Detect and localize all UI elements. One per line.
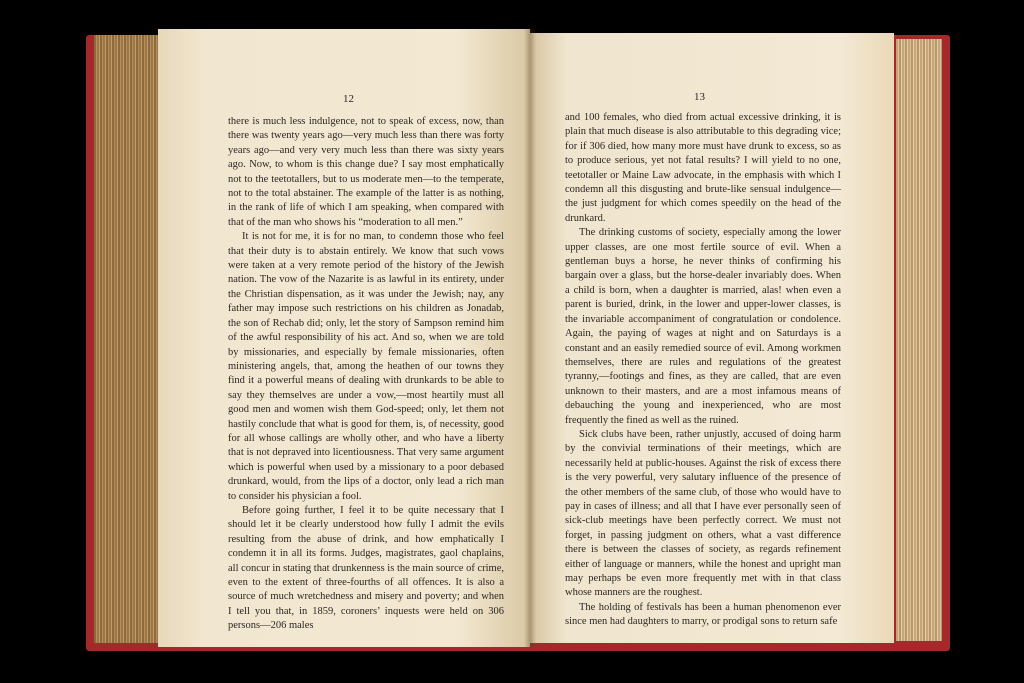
right-page-text <box>565 111 841 630</box>
right-paragraph-4: The holding of festivals has been a human phenomenon ever since men had daughters to marry, or prodigal sons to return safe <box>565 601 841 628</box>
left-page-text <box>228 115 504 634</box>
right-page-edges <box>896 39 942 641</box>
left-page <box>158 29 530 647</box>
open-book <box>86 29 950 651</box>
left-paragraph-3: Before going further, I feel it to be quite necessary that I should let it be clearly understood how fully I admit the evils resulting from the abuse of drink, and how emphatically I condemn it in all its forms. Judges, magistrates, gaol chaplains, all concur in stating that drunkenness is the main source of crime, even to the extent of three-fourths of all offences. It is also a source of much wretchedness and misery and poverty; and when I tell you that, in 1859, coroners’ inquests were held on 306 persons—206 males <box>228 504 504 632</box>
left-page-number: 12 <box>343 93 354 105</box>
book-gutter <box>524 29 536 647</box>
right-paragraph-3: Sick clubs have been, rather unjustly, accused of doing harm by the convivial terminations of their meetings, which are necessarily held at public-houses. Against the risk of excess there is the very powerful, very salutary influence of the presence of the other members of the same club, of those who would have to pay in cases of illness; and all that I have ever personally seen of sick-club meetings have been perfectly correct. We must not forget, in passing judgment on others, what a vast difference there is between the classes of society, as regards refinement either of language or manners, while the honest and upright man may perhaps be even more frequently met with in that class whose manners are the roughest. <box>565 428 841 599</box>
left-paragraph-2: It is not for me, it is for no man, to condemn those who feel that their duty is to abstain entirely. We know that such vows were taken at a very remote period of the history of the Jewish nation. The vow of the Nazarite is as lawful in its entirety, under the Christian dispensation, as it was under the Jewish; nay, any father may impose such restrictions on his children as Jonadab, the son of Rechab did; only, let the story of Sampson remind him of the awful responsibility of his act. And so, when we are told by missionaries, and especially by female missionaries, often ministering angels, that, among the heathen of our towns they find it a powerful means of dealing with drunkards to be able to say they themselves are under a vow,—most heartily must all good men and women wish them God-speed; only, let them not hastily conclude that what is good for them, is, of necessity, good for all whose callings are wholly other, and who have a liberty that is not depraved into licentiousness. That very same argument which is powerful when used by a missionary to a poor debased drunkard, would, from the lips of a doctor, only lead a rich man to consider his physician a fool. <box>228 231 504 502</box>
right-paragraph-1: and 100 females, who died from actual excessive drinking, it is plain that much disease is also attributable to this degrading vice; for if 306 died, how many more must have drunk to excess, so as to produce serious, yet not fatal results? I will yield to no one, teetotaller or Maine Law advocate, in the emphasis with which I condemn all this disgusting and brute-like sensual indulgence—the just judgment for which comes speedily on the head of the drunkard. <box>565 112 841 224</box>
left-paragraph-1: there is much less indulgence, not to speak of excess, now, than there was twenty years ago—very much less than there was forty years ago—and very very much less than there was sixty years ago. Now, to whom is this change due? I say most emphatically not to the teetotallers, but to us moderate men—to the temperate, not to the total abstainer. The example of the latter is as nothing, in the rank of life of which I am speaking, when compared with that of the man who shows his “moderation to all men.” <box>228 116 504 228</box>
right-page <box>530 33 894 643</box>
right-paragraph-2: The drinking customs of society, especially among the lower upper classes, are one most fertile source of evil. When a gentleman buys a horse, he never thinks of confirming his bargain over a glass, but the horse-dealer invariably does. When a child is born, when a daughter is married, alas! when even a parent is buried, drink, in the lower and upper-lower classes, is the invariable accompaniment of congratulation or condolence. Again, the paying of wages at night and on Saturdays is a constant and an easily remedied source of evil. Among workmen themselves, there are rules and regulations of the greatest tyranny,—footings and fines, as they are called, that are even unknown to their masters, and are a most infamous means of debauching the young and inexperienced, who are most frequently the fined as well as the ruined. <box>565 227 841 426</box>
left-page-edges <box>94 35 158 643</box>
right-page-number: 13 <box>694 91 705 103</box>
